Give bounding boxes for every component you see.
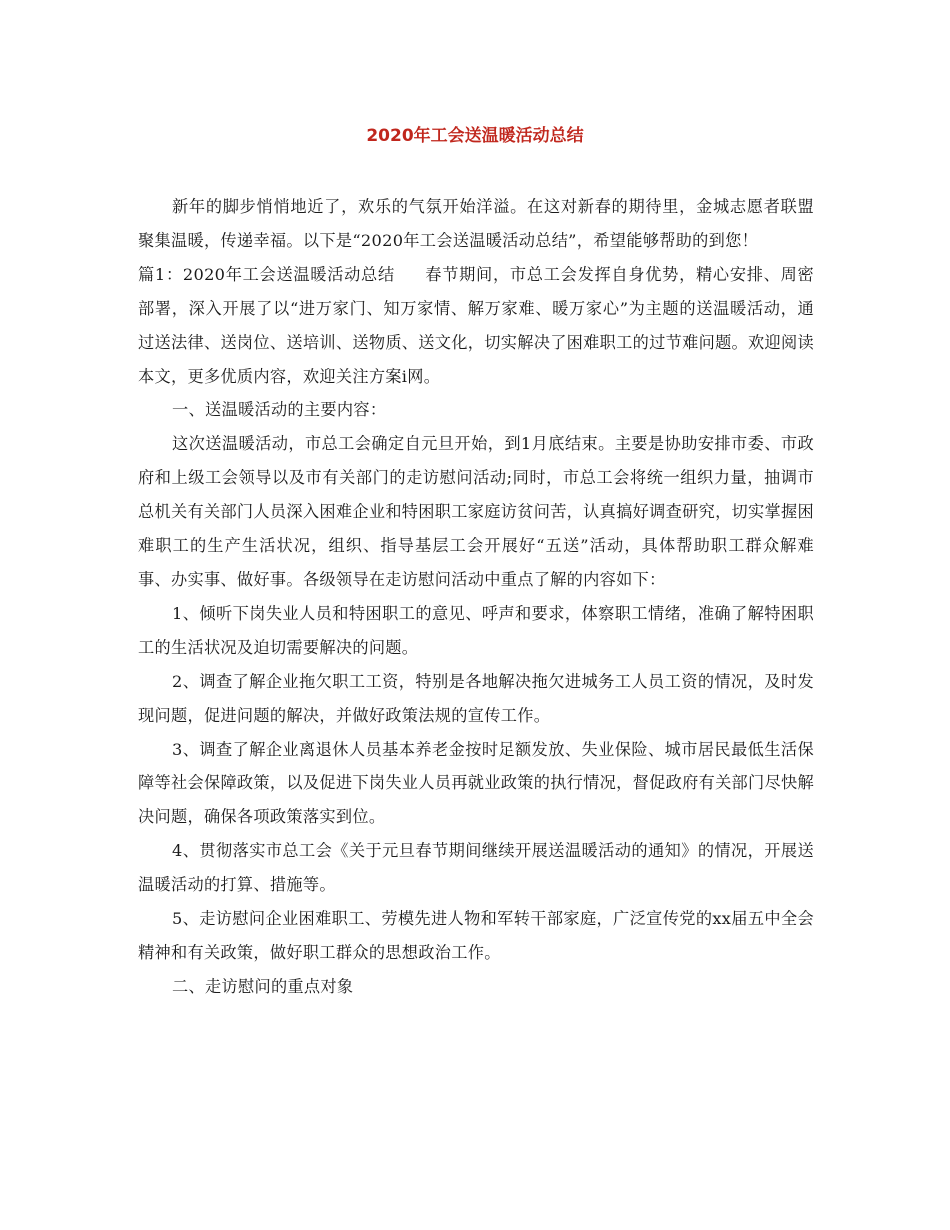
list-item-4: 4、贯彻落实市总工会《关于元旦春节期间继续开展送温暖活动的通知》的情况，开展送温暖活动的打算、措施等。 bbox=[138, 841, 814, 895]
article-opening-text: 春节期间，市总工会发挥自身优势，精心安排、周密部署，深入开展了以“进万家门、知万家情、解万家难、暖万家心”为主题的送温暖活动，通过送法律、送岗位、送培训、送物质、送文化，切实解决了困难职工的过节难问题。欢迎阅读本文，更多优质内容，欢迎关注方案i网。 bbox=[138, 264, 814, 386]
document-title: 2020年工会送温暖活动总结 bbox=[366, 126, 584, 146]
intro-paragraph: 新年的脚步悄悄地近了，欢乐的气氛开始洋溢。在这对新春的期待里，金城志愿者联盟聚集温暖，传递幸福。以下是“2020年工会送温暖活动总结”，希望能够帮助的到您！ bbox=[138, 197, 814, 250]
list-item-1: 1、倾听下岗失业人员和特困职工的意见、呼声和要求，体察职工情绪，准确了解特困职工的生活状况及迫切需要解决的问题。 bbox=[138, 603, 814, 657]
list-item-3: 3、调查了解企业离退休人员基本养老金按时足额发放、失业保险、城市居民最低生活保障等社会保障政策，以及促进下岗失业人员再就业政策的执行情况，督促政府有关部门尽快解决问题，确保各项政策落实到位。 bbox=[138, 739, 814, 827]
section-heading-2: 二、走访慰问的重点对象 bbox=[172, 976, 354, 996]
section-heading-1: 一、送温暖活动的主要内容： bbox=[172, 400, 387, 420]
list-item-2: 2、调查了解企业拖欠职工工资，特别是各地解决拖欠进城务工人员工资的情况，及时发现问题，促进问题的解决，并做好政策法规的宣传工作。 bbox=[138, 671, 814, 725]
article-lead-paragraph bbox=[138, 258, 814, 394]
section-1-paragraph: 这次送温暖活动，市总工会确定自元旦开始，到1月底结束。主要是协助安排市委、市政府和上级工会领导以及市有关部门的走访慰问活动;同时，市总工会将统一组织力量，抽调市总机关有关部门人员深入困难企业和特困职工家庭访贫问苦，认真搞好调查研究，切实掌握困难职工的生产生活状况，组织、指导基层工会开展好“五送”活动，具体帮助职工群众解难事、办实事、做好事。各级领导在走访慰问活动中重点了解的内容如下： bbox=[138, 434, 814, 589]
document-body bbox=[138, 190, 814, 1004]
article-heading: 篇1：2020年工会送温暖活动总结 bbox=[138, 264, 395, 284]
list-item-5: 5、走访慰问企业困难职工、劳模先进人物和军转干部家庭，广泛宣传党的xx届五中全会精神和有关政策，做好职工群众的思想政治工作。 bbox=[138, 909, 814, 962]
